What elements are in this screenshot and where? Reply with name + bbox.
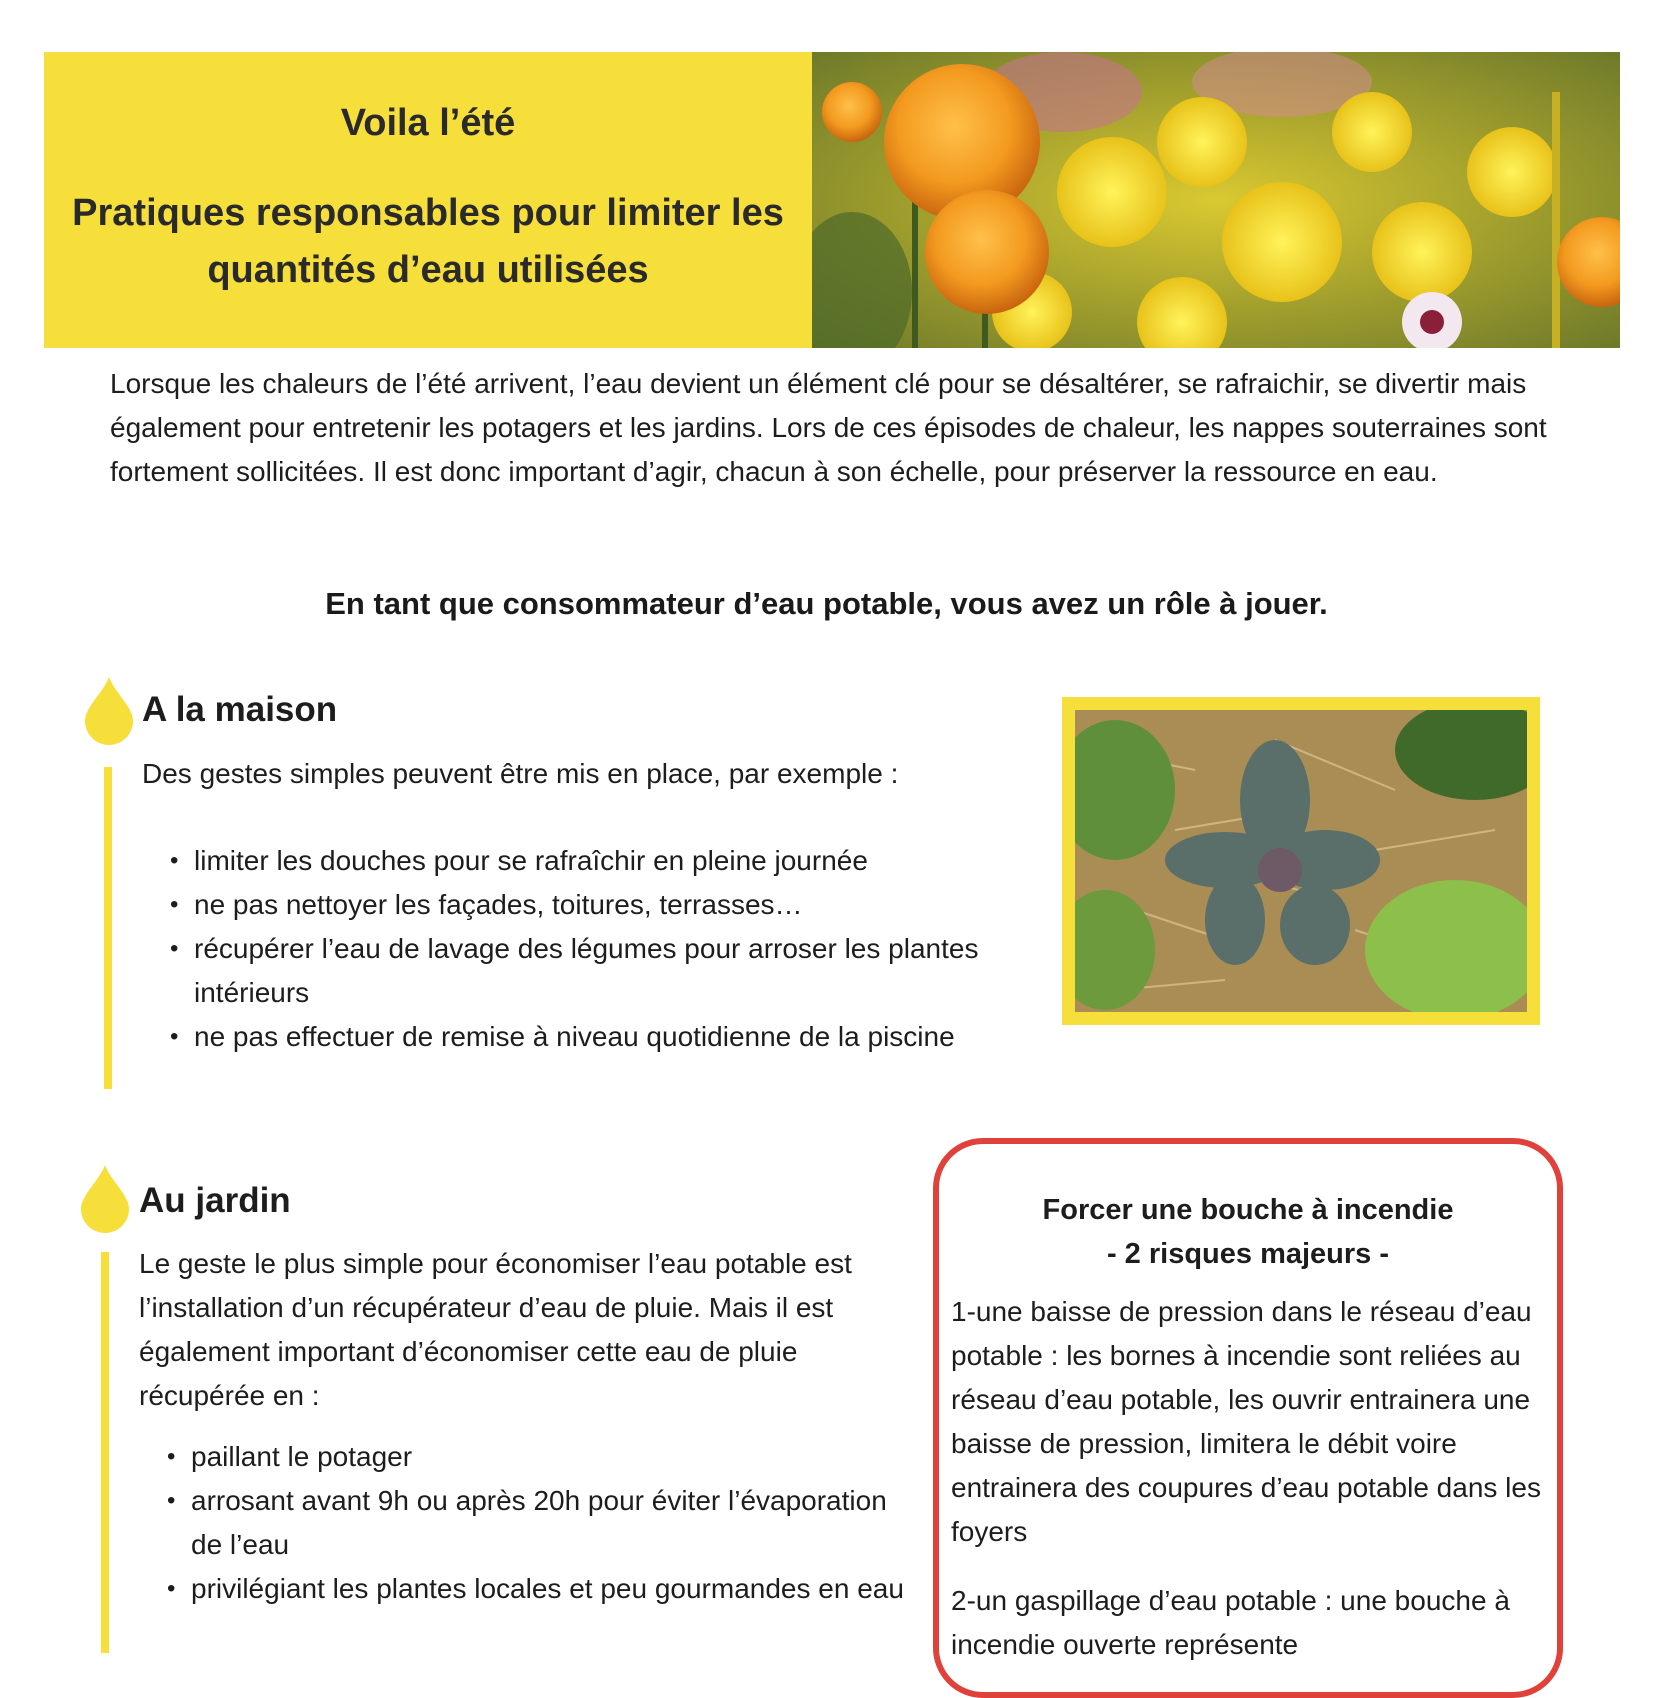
garden-photo-frame xyxy=(1062,697,1540,1025)
list-item: • paillant le potager xyxy=(167,1435,907,1479)
section-bar xyxy=(104,767,112,1089)
mulched-cabbage-photo xyxy=(1075,710,1527,1012)
jardin-list xyxy=(167,1435,907,1611)
list-item: • ne pas nettoyer les façades, toitures, terrasses… xyxy=(170,883,1000,927)
water-drop-icon xyxy=(83,675,135,745)
list-item: • arrosant avant 9h ou après 20h pour éviter l’évaporation de l’eau xyxy=(167,1479,907,1567)
page-subtitle: Pratiques responsables pour limiter les quantités d’eau utilisées xyxy=(72,192,784,291)
intro-paragraph: Lorsque les chaleurs de l’été arrivent, l’eau devient un élément clé pour se désaltérer, se rafraichir, se divertir mais également pour entretenir les potagers et les jardins. Lors de ces épisodes de chaleur, les nappes souterraines sont fortement sollicitées. Il est donc important d’agir, chacun à son échelle, pour préserver la ressource en eau. xyxy=(110,368,1547,487)
dahlia-flowers-photo xyxy=(812,52,1620,348)
page-title: Voila l’été xyxy=(340,102,516,144)
warning-point-1: 1-une baisse de pression dans le réseau d’eau potable : les bornes à incendie sont reliées au réseau d’eau potable, les ouvrir entrainera une baisse de pression, limitera le débit voire entrainera des coupures d’eau potable dans les foyers xyxy=(951,1296,1541,1547)
section-title-maison: A la maison xyxy=(142,690,338,729)
warning-title: Forcer une bouche à incendie - 2 risques majeurs - xyxy=(1042,1194,1454,1270)
list-item: • récupérer l’eau de lavage des légumes pour arroser les plantes intérieurs xyxy=(170,927,1000,1015)
list-item: • privilégiant les plantes locales et peu gourmandes en eau xyxy=(167,1567,907,1611)
maison-list xyxy=(170,839,1000,1059)
list-item: • ne pas effectuer de remise à niveau quotidienne de la piscine xyxy=(170,1015,1000,1059)
maison-lead: Des gestes simples peuvent être mis en place, par exemple : xyxy=(142,758,899,789)
warning-point-2: 2-un gaspillage d’eau potable : une bouche à incendie ouverte représente xyxy=(951,1585,1510,1660)
banner-title-panel xyxy=(44,52,812,348)
jardin-lead: Le geste le plus simple pour économiser l’eau potable est l’installation d’un récupérateur d’eau de pluie. Mais il est également important d’économiser cette eau de pluie récupérée en : xyxy=(139,1248,852,1411)
callout-heading: En tant que consommateur d’eau potable, vous avez un rôle à jouer. xyxy=(325,586,1328,621)
list-item: • limiter les douches pour se rafraîchir en pleine journée xyxy=(170,839,1000,883)
water-drop-icon xyxy=(79,1163,131,1233)
section-bar xyxy=(101,1252,109,1653)
section-title-jardin: Au jardin xyxy=(139,1181,291,1220)
